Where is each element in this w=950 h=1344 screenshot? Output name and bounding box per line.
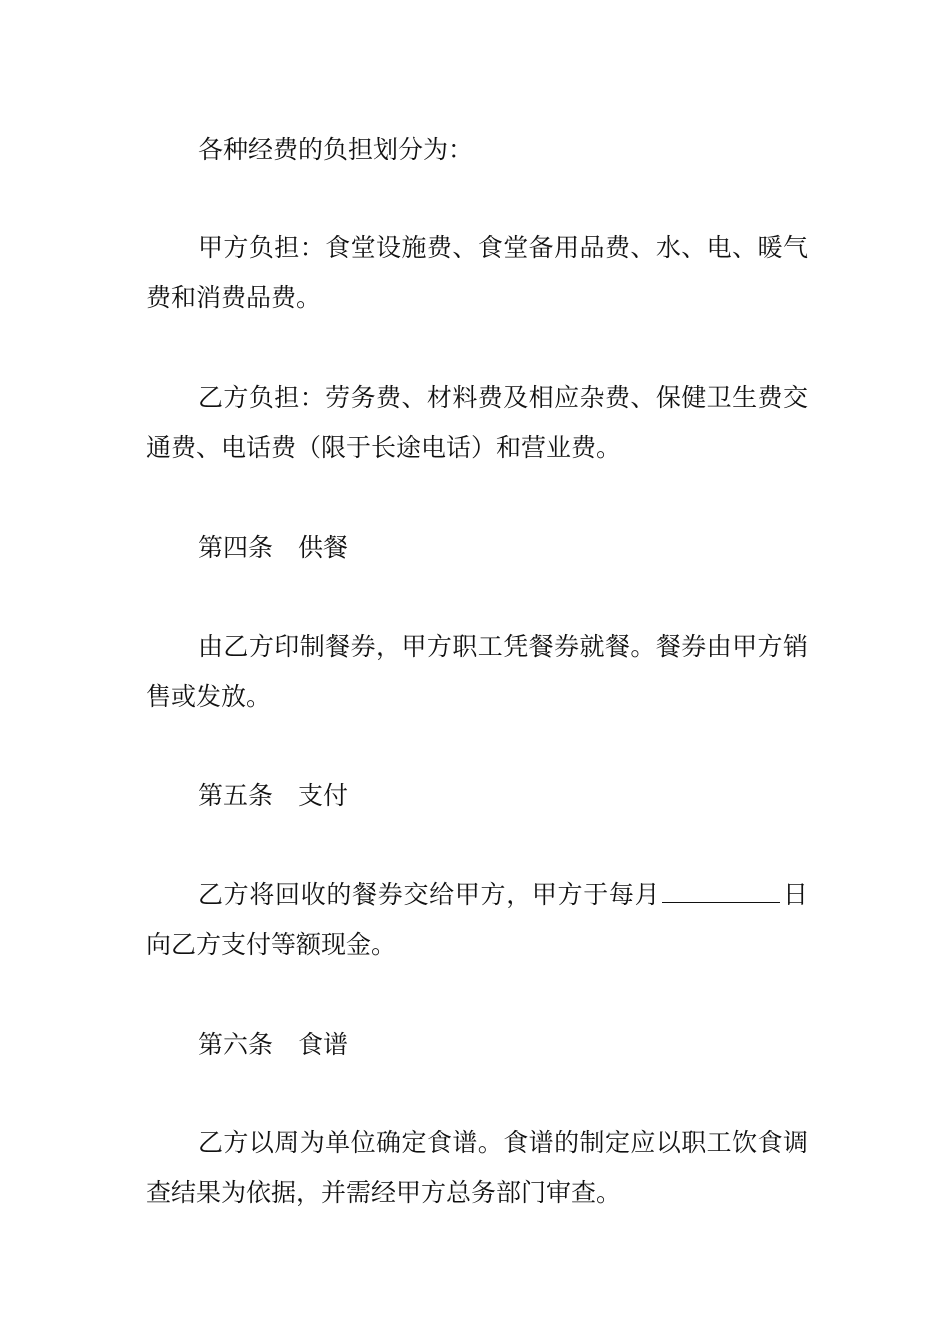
article-5-text-start: 乙方将回收的餐券交给甲方，甲方于每月: [198, 880, 661, 909]
article-4-text: 由乙方印制餐券，甲方职工凭餐券就餐。餐券由甲方销售或发放。: [146, 632, 808, 711]
party-a-expenses: 甲方负担：食堂设施费、食堂备用品费、水、电、暖气费和消费品费。: [146, 233, 808, 312]
article-5-text-end: 日向乙方支付等额现金。: [146, 880, 808, 959]
day-blank: [662, 876, 780, 903]
article-4-heading: 第四条 供餐: [198, 533, 349, 562]
article-5-heading: 第五条 支付: [198, 781, 349, 810]
article-5-text: [146, 870, 808, 970]
article-6-heading: 第六条 食谱: [198, 1030, 349, 1059]
party-b-expenses: 乙方负担：劳务费、材料费及相应杂费、保健卫生费交通费、电话费（限于长途电话）和营业费。: [146, 383, 808, 462]
expense-division-intro: 各种经费的负担划分为：: [198, 135, 474, 164]
article-6-text: 乙方以周为单位确定食谱。食谱的制定应以职工饮食调查结果为依据，并需经甲方总务部门审查。: [146, 1128, 808, 1207]
